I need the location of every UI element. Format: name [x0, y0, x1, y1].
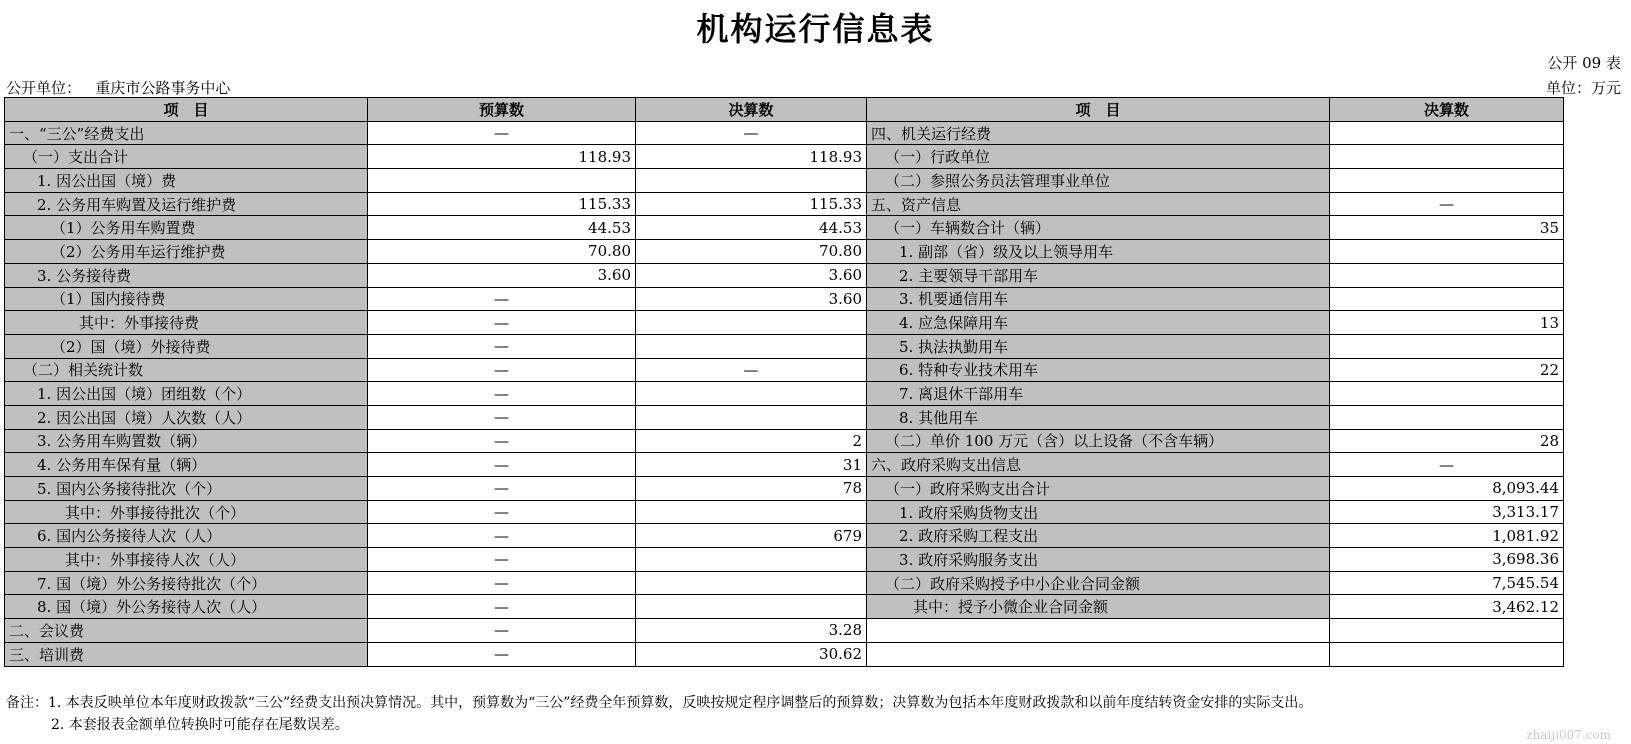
table-row	[5, 334, 1564, 358]
table-row	[5, 500, 1564, 524]
table-row	[5, 287, 1564, 311]
row-label-left: 4. 公务用车保有量（辆）	[5, 453, 368, 477]
final-value-right: 28	[1330, 429, 1564, 453]
table-row	[5, 524, 1564, 548]
budget-value: —	[368, 571, 636, 595]
row-label-right: 1. 副部（省）级及以上领导用车	[867, 240, 1330, 264]
row-label-left: （二）相关统计数	[5, 358, 368, 382]
info-table	[4, 97, 1564, 667]
final-value-left: —	[636, 121, 867, 145]
row-label-left: 5. 国内公务接待批次（个）	[5, 477, 368, 501]
final-value-left	[636, 500, 867, 524]
final-value-left: 70.80	[636, 240, 867, 264]
row-label-left: 其中：外事接待费	[5, 311, 368, 335]
row-label-left: 7. 国（境）外公务接待批次（个）	[5, 571, 368, 595]
table-row	[5, 216, 1564, 240]
table-row	[5, 382, 1564, 406]
table-row	[5, 311, 1564, 335]
reporting-unit	[6, 77, 230, 98]
table-row	[5, 571, 1564, 595]
final-value-left: 3.28	[636, 619, 867, 643]
note-2: 2. 本套报表金额单位转换时可能存在尾数误差。	[51, 717, 349, 733]
budget-value: —	[368, 642, 636, 666]
final-value-right: 3,462.12	[1330, 595, 1564, 619]
final-value-right	[1330, 263, 1564, 287]
final-value-left: 679	[636, 524, 867, 548]
final-value-right	[1330, 642, 1564, 666]
row-label-right: 3. 政府采购服务支出	[867, 548, 1330, 572]
final-value-left	[636, 595, 867, 619]
final-value-right: 22	[1330, 358, 1564, 382]
row-label-right: 1. 政府采购货物支出	[867, 500, 1330, 524]
budget-value: —	[368, 358, 636, 382]
budget-value: —	[368, 595, 636, 619]
row-label-left: 一、“三公”经费支出	[5, 121, 368, 145]
table-row	[5, 169, 1564, 193]
row-label-left: （一）支出合计	[5, 145, 368, 169]
row-label-left: 8. 国（境）外公务接待人次（人）	[5, 595, 368, 619]
row-label-left: 1. 因公出国（境）团组数（个）	[5, 382, 368, 406]
row-label-right: （一）车辆数合计（辆）	[867, 216, 1330, 240]
table-row	[5, 595, 1564, 619]
final-value-left	[636, 548, 867, 572]
final-value-left: 115.33	[636, 192, 867, 216]
final-value-right	[1330, 619, 1564, 643]
note-1: 备注：1. 本表反映单位本年度财政拨款“三公”经费支出预决算情况。其中，预算数为“三公”经费全年预算数，反映按规定程序调整后的预算数；决算数为包括本年度财政拨款和以前年度结转资金安排的实际支出。	[6, 695, 1313, 711]
final-value-right	[1330, 121, 1564, 145]
row-label-left: 其中：外事接待批次（个）	[5, 500, 368, 524]
watermark: zhaiji007.com	[1526, 728, 1611, 742]
reporting-unit-name: 重庆市公路事务中心	[95, 79, 231, 97]
row-label-right: （二）参照公务员法管理事业单位	[867, 169, 1330, 193]
table-row	[5, 263, 1564, 287]
final-value-right: 35	[1330, 216, 1564, 240]
row-label-left: 二、会议费	[5, 619, 368, 643]
row-label-right: （二）单价 100 万元（含）以上设备（不含车辆）	[867, 429, 1330, 453]
row-label-right: 其中：授予小微企业合同金额	[867, 595, 1330, 619]
row-label-left: 6. 国内公务接待人次（人）	[5, 524, 368, 548]
header-final-left: 决算数	[636, 98, 867, 122]
row-label-right: 2. 政府采购工程支出	[867, 524, 1330, 548]
final-value-left: 30.62	[636, 642, 867, 666]
final-value-right	[1330, 405, 1564, 429]
final-value-right	[1330, 145, 1564, 169]
final-value-left	[636, 169, 867, 193]
header-final-right: 决算数	[1330, 98, 1564, 122]
budget-value: —	[368, 287, 636, 311]
budget-value: —	[368, 477, 636, 501]
final-value-left	[636, 311, 867, 335]
final-value-left: 44.53	[636, 216, 867, 240]
table-row	[5, 121, 1564, 145]
final-value-left: 3.60	[636, 287, 867, 311]
budget-value: 118.93	[368, 145, 636, 169]
row-label-right: 7. 离退休干部用车	[867, 382, 1330, 406]
budget-value: —	[368, 548, 636, 572]
currency-unit: 单位：万元	[1545, 79, 1621, 97]
table-row	[5, 429, 1564, 453]
budget-value: —	[368, 619, 636, 643]
budget-value: —	[368, 500, 636, 524]
final-value-right	[1330, 240, 1564, 264]
table-row	[5, 145, 1564, 169]
final-value-right	[1330, 287, 1564, 311]
table-row	[5, 192, 1564, 216]
row-label-right	[867, 642, 1330, 666]
table-row	[5, 405, 1564, 429]
final-value-left: 118.93	[636, 145, 867, 169]
form-number: 公开 09 表	[1547, 54, 1621, 72]
final-value-right	[1330, 334, 1564, 358]
budget-value: 3.60	[368, 263, 636, 287]
page-title: 机构运行信息表	[696, 10, 935, 48]
final-value-left: —	[636, 358, 867, 382]
row-label-right: （一）政府采购支出合计	[867, 477, 1330, 501]
row-label-right: 六、政府采购支出信息	[867, 453, 1330, 477]
row-label-left: 3. 公务接待费	[5, 263, 368, 287]
row-label-right: 四、机关运行经费	[867, 121, 1330, 145]
reporting-unit-label: 公开单位：	[6, 79, 82, 97]
row-label-left: 1. 因公出国（境）费	[5, 169, 368, 193]
final-value-right	[1330, 169, 1564, 193]
final-value-left	[636, 382, 867, 406]
row-label-left: 其中：外事接待人次（人）	[5, 548, 368, 572]
table-row	[5, 642, 1564, 666]
table-row	[5, 453, 1564, 477]
table-row	[5, 358, 1564, 382]
final-value-right: —	[1330, 453, 1564, 477]
table-row	[5, 240, 1564, 264]
budget-value: 70.80	[368, 240, 636, 264]
row-label-right: 8. 其他用车	[867, 405, 1330, 429]
final-value-right: 13	[1330, 311, 1564, 335]
row-label-right: 3. 机要通信用车	[867, 287, 1330, 311]
final-value-left	[636, 405, 867, 429]
final-value-right: 3,313.17	[1330, 500, 1564, 524]
row-label-right: 6. 特种专业技术用车	[867, 358, 1330, 382]
final-value-left: 3.60	[636, 263, 867, 287]
budget-value: 44.53	[368, 216, 636, 240]
header-budget: 预算数	[368, 98, 636, 122]
row-label-left: （2）国（境）外接待费	[5, 334, 368, 358]
row-label-right	[867, 619, 1330, 643]
final-value-left	[636, 334, 867, 358]
budget-value: —	[368, 121, 636, 145]
row-label-left: （1）国内接待费	[5, 287, 368, 311]
final-value-left: 78	[636, 477, 867, 501]
row-label-left: 3. 公务用车购置数（辆）	[5, 429, 368, 453]
final-value-right: 7,545.54	[1330, 571, 1564, 595]
budget-value: —	[368, 453, 636, 477]
row-label-right: 2. 主要领导干部用车	[867, 263, 1330, 287]
final-value-left: 31	[636, 453, 867, 477]
header-item-right: 项 目	[867, 98, 1330, 122]
final-value-left	[636, 571, 867, 595]
budget-value: —	[368, 311, 636, 335]
row-label-right: （一）行政单位	[867, 145, 1330, 169]
table-row	[5, 477, 1564, 501]
row-label-left: （2）公务用车运行维护费	[5, 240, 368, 264]
table-row	[5, 548, 1564, 572]
row-label-left: 2. 因公出国（境）人次数（人）	[5, 405, 368, 429]
row-label-right: 五、资产信息	[867, 192, 1330, 216]
row-label-right: 4. 应急保障用车	[867, 311, 1330, 335]
final-value-right	[1330, 382, 1564, 406]
budget-value: —	[368, 334, 636, 358]
row-label-right: （二）政府采购授予中小企业合同金额	[867, 571, 1330, 595]
table-row	[5, 619, 1564, 643]
final-value-left: 2	[636, 429, 867, 453]
budget-value: —	[368, 382, 636, 406]
budget-value: —	[368, 429, 636, 453]
notes	[6, 692, 1312, 736]
row-label-right: 5. 执法执勤用车	[867, 334, 1330, 358]
row-label-left: 2. 公务用车购置及运行维护费	[5, 192, 368, 216]
final-value-right: 3,698.36	[1330, 548, 1564, 572]
final-value-right: 8,093.44	[1330, 477, 1564, 501]
row-label-left: 三、培训费	[5, 642, 368, 666]
budget-value: —	[368, 524, 636, 548]
final-value-right: 1,081.92	[1330, 524, 1564, 548]
budget-value: —	[368, 405, 636, 429]
budget-value: 115.33	[368, 192, 636, 216]
header-item-left: 项 目	[5, 98, 368, 122]
budget-value	[368, 169, 636, 193]
header-row	[5, 98, 1564, 122]
final-value-right: —	[1330, 192, 1564, 216]
row-label-left: （1）公务用车购置费	[5, 216, 368, 240]
